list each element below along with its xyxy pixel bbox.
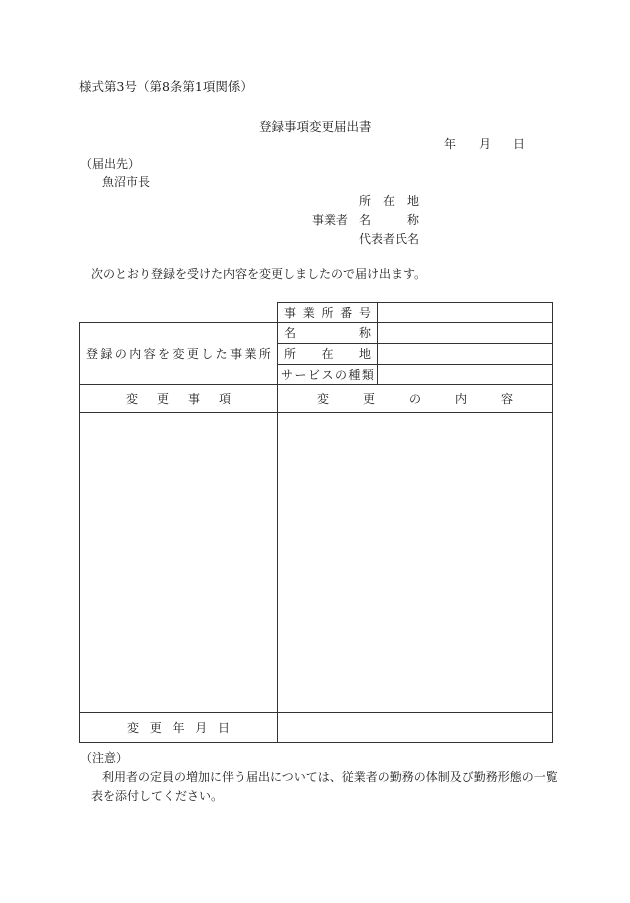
office-number-label-cell xyxy=(278,303,378,323)
note-line-2: 表を添付してください。 xyxy=(91,789,224,803)
date-day-label: 日 xyxy=(513,137,526,151)
form-number: 様式第3号（第8条第1項関係） xyxy=(79,79,253,94)
office-name-input[interactable] xyxy=(378,323,553,344)
applicant-name-label: 名 称 xyxy=(359,213,420,227)
change-item-input[interactable] xyxy=(80,413,278,713)
document-title: 登録事項変更届出書 xyxy=(259,119,372,134)
change-notification-table xyxy=(79,302,553,743)
service-type-input[interactable] xyxy=(378,365,553,385)
addressee-label: （届出先） xyxy=(80,157,141,171)
date-year-label: 年 xyxy=(444,137,457,151)
office-name-label: 名 称 xyxy=(284,326,371,340)
change-content-input[interactable] xyxy=(278,413,553,713)
change-item-header: 変 更 事 項 xyxy=(126,391,231,406)
office-name-label-cell xyxy=(278,323,378,344)
change-date-label-cell xyxy=(80,713,278,743)
office-label-cell xyxy=(80,323,278,385)
date-month-label: 月 xyxy=(479,137,492,151)
service-type-label-cell xyxy=(278,365,378,385)
office-label: 登 録 の 内 容 を 変 更 し た 事 業 所 xyxy=(86,346,271,361)
change-item-header-cell xyxy=(80,385,278,413)
applicant-address-label: 所 在 地 xyxy=(359,194,420,208)
office-address-label: 所 在 地 xyxy=(284,347,371,361)
applicant-representative-label: 代表者氏名 xyxy=(359,232,420,246)
office-number-input[interactable] xyxy=(378,303,553,323)
change-date-label: 変 更 年 月 日 xyxy=(127,720,230,735)
intro-text: 次のとおり登録を受けた内容を変更しましたので届け出ます。 xyxy=(91,267,427,281)
note-line-1: 利用者の定員の増加に伴う届出については、従業者の勤務の体制及び勤務形態の一覧 xyxy=(102,770,558,784)
note-label: （注意） xyxy=(80,751,129,765)
change-content-header: 変 更 の 内 容 xyxy=(317,391,513,406)
service-type-label: サ ー ビ ス の 種 類 xyxy=(281,367,374,382)
addressee-name: 魚沼市長 xyxy=(102,175,151,189)
change-content-header-cell xyxy=(278,385,553,413)
applicant-group-label: 事業者 xyxy=(312,213,349,227)
office-address-input[interactable] xyxy=(378,344,553,365)
table-blank-corner xyxy=(80,303,278,323)
change-date-input[interactable] xyxy=(278,713,553,743)
office-number-label: 事 業 所 番 号 xyxy=(284,305,371,320)
office-address-label-cell xyxy=(278,344,378,365)
